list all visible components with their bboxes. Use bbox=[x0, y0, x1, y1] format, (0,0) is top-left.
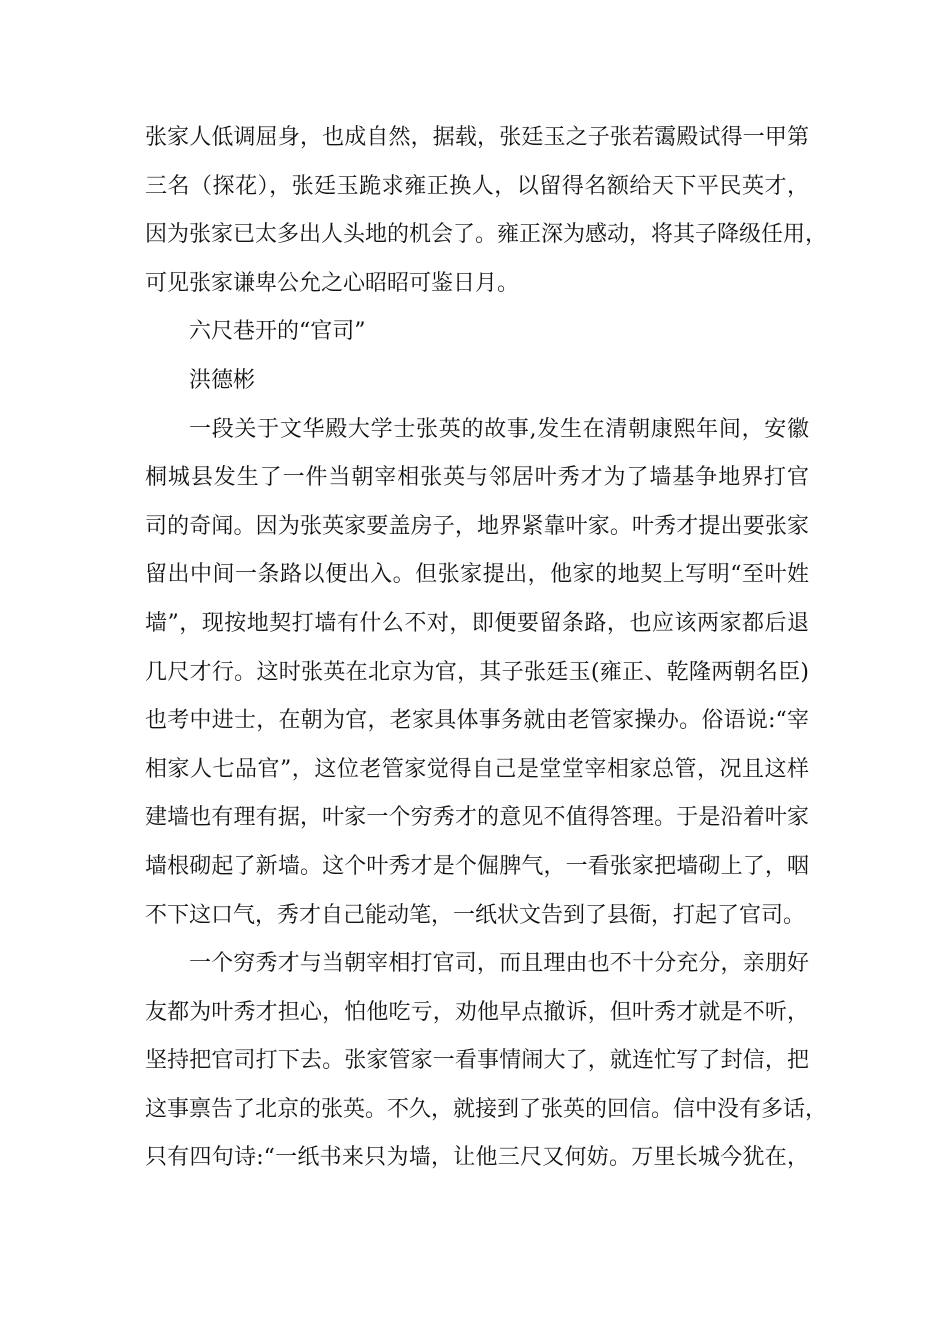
text-line: 相家人七品官”，这位老管家觉得自己是堂堂宰相家总管，况且这样 bbox=[145, 756, 809, 782]
text-line: 不下这口气，秀才自己能动笔，一纸状文告到了县衙，打起了官司。 bbox=[145, 902, 806, 928]
paragraph-continuation bbox=[145, 114, 828, 308]
article-title bbox=[145, 308, 809, 357]
text-line: 只有四句诗:“一纸书来只为墙，让他三尺又何妨。万里长城今犹在， bbox=[145, 1145, 809, 1171]
text-line: 因为张家已太多出人头地的机会了。雍正深为感动，将其子降级任用， bbox=[145, 222, 828, 248]
article-author bbox=[145, 357, 809, 406]
text-line: 墙根砌起了新墙。这个叶秀才是个倔脾气，一看张家把墙砌上了，咽 bbox=[145, 853, 809, 879]
document-body bbox=[145, 114, 828, 1183]
text-line: 墙”，现按地契打墙有什么不对，即便要留条路，也应该两家都后退 bbox=[145, 610, 809, 636]
text-line: 司的奇闻。因为张英家要盖房子，地界紧靠叶家。叶秀才提出要张家 bbox=[145, 513, 809, 539]
text-line: 可见张家谦卑公允之心昭昭可鉴日月。 bbox=[145, 270, 520, 296]
text-line: 建墙也有理有据，叶家一个穷秀才的意见不值得答理。于是沿着叶家 bbox=[145, 805, 809, 831]
paragraph bbox=[145, 406, 809, 941]
title-text: 六尺巷开的“官司” bbox=[189, 319, 366, 345]
text-line: 一个穷秀才与当朝宰相打官司，而且理由也不十分充分，亲朋好 bbox=[189, 951, 809, 977]
text-line: 几尺才行。这时张英在北京为官，其子张廷玉(雍正、乾隆两朝名臣) bbox=[145, 659, 809, 685]
text-line: 张家人低调屈身，也成自然，据载，张廷玉之子张若霭殿试得一甲第 bbox=[145, 125, 809, 150]
paragraph bbox=[145, 940, 828, 1183]
text-line: 留出中间一条路以便出入。但张家提出，他家的地契上写明“至叶姓 bbox=[145, 562, 809, 588]
text-line: 三名（探花），张廷玉跪求雍正换人，以留得名额给天下平民英才， bbox=[145, 173, 809, 199]
author-name: 洪德彬 bbox=[189, 367, 256, 393]
text-line: 也考中进士，在朝为官，老家具体事务就由老管家操办。俗语说:“宰 bbox=[145, 708, 809, 734]
text-line: 一段关于文华殿大学士张英的故事,发生在清朝康熙年间，安徽 bbox=[189, 416, 809, 442]
text-line: 这事禀告了北京的张英。不久，就接到了张英的回信。信中没有多话， bbox=[145, 1096, 828, 1122]
text-line: 坚持把官司打下去。张家管家一看事情闹大了，就连忙写了封信，把 bbox=[145, 1048, 809, 1074]
text-line: 友都为叶秀才担心，怕他吃亏，劝他早点撤诉，但叶秀才就是不听， bbox=[145, 999, 809, 1025]
text-line: 桐城县发生了一件当朝宰相张英与邻居叶秀才为了墙基争地界打官 bbox=[145, 465, 809, 491]
